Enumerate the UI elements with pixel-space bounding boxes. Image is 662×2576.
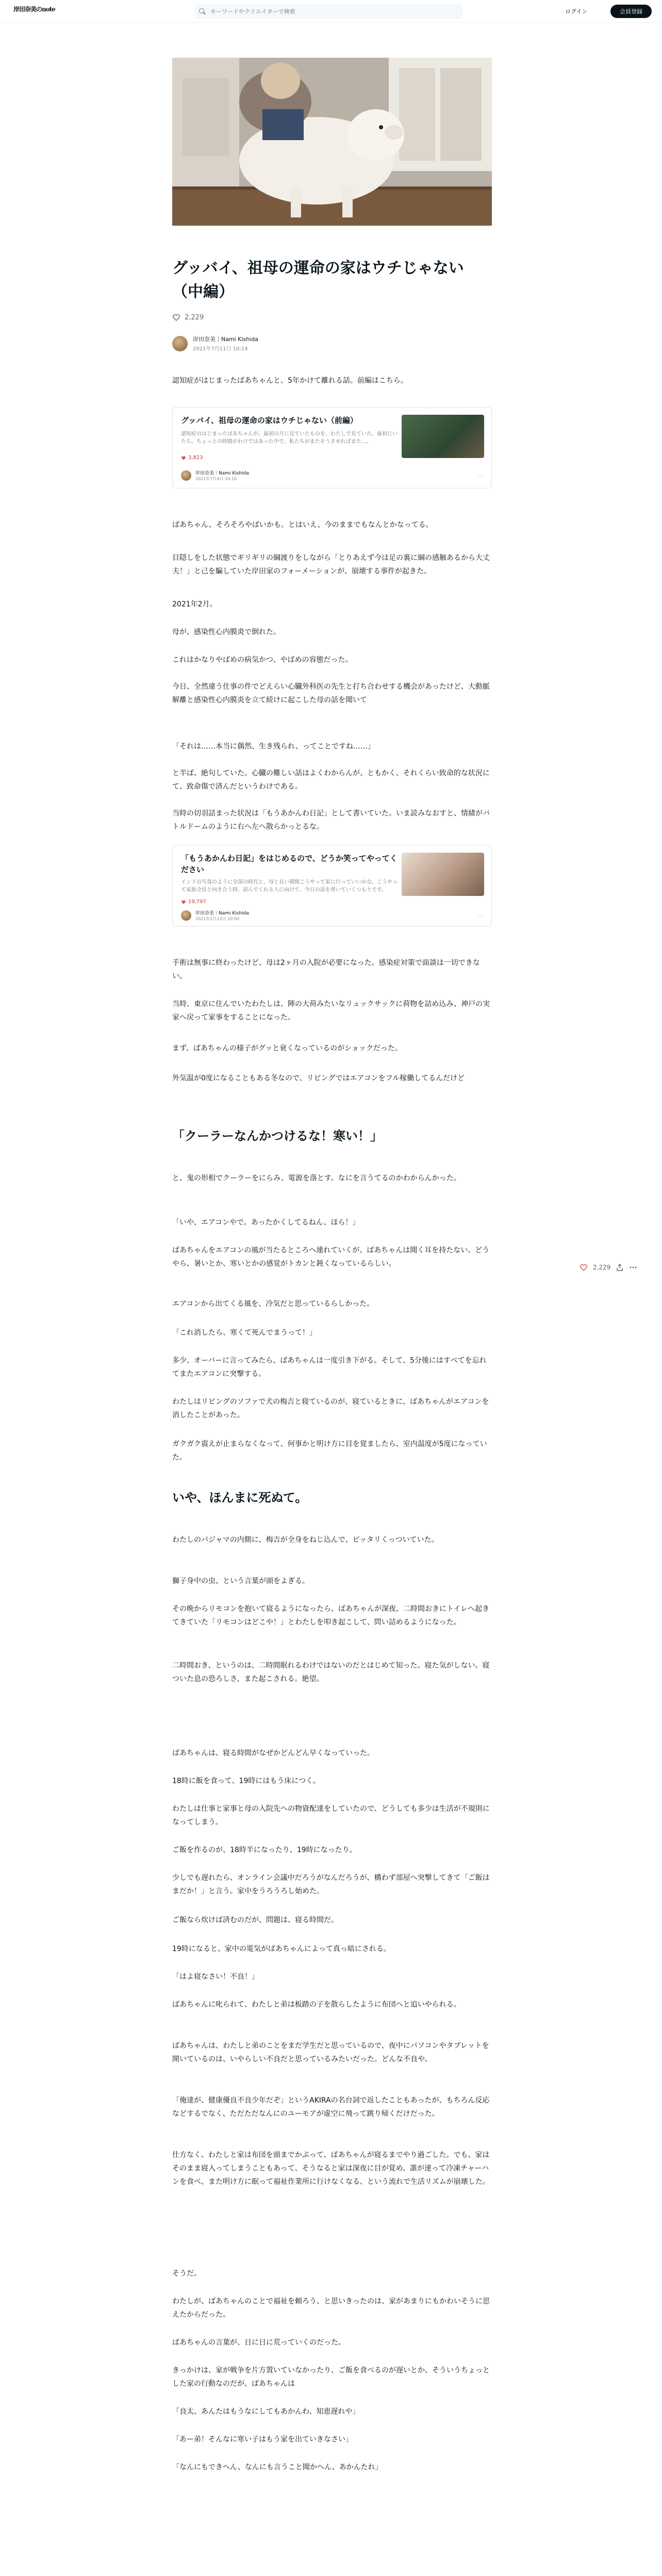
section-heading: 「クーラーなんかつけるな！寒い！」 [172,1129,383,1143]
heart-icon [181,455,186,461]
card-author-date: 2021年7月4日 10:10 [195,477,237,481]
card-menu-icon[interactable]: ⋯ [478,473,483,479]
paragraph: そうだ。 [172,2269,201,2278]
paragraph: 「はよ寝なさい！不良！」 [172,1973,259,1981]
floating-like-count: 2,229 [593,1264,611,1271]
card-author-avatar [181,470,191,481]
paragraph: きっかけは、家が戦争を片方置いていなかったり、ご飯を食べるのが遅いとか、そういうちょっとした家の行動なのだが、ばあちゃんは [172,2366,490,2388]
heart-icon[interactable] [172,313,180,321]
card-menu-icon[interactable]: ⋯ [478,913,483,919]
author-info[interactable] [172,335,258,352]
paragraph: ばあちゃんは、わたしと弟のことをまだ学生だと思っているので、夜中にパソコンやタブレットを開いているのは、いやらしい不良だと思っているみたいだった。どんな不良や。 [172,2042,489,2063]
hero-photo-illustration [172,58,492,226]
paragraph: ご飯なら炊けば済むのだが、問題は、寝る時間だ。 [172,1916,338,1924]
card-author [181,909,249,922]
login-link[interactable]: ログイン [565,8,588,15]
card-likes [181,899,206,905]
paragraph: 当時の切羽詰まった状況は「もうあかんわ日記」として書いていた。いま読みなおすと、情緒がバトルドームのように右へ左へ散らかっとるな。 [172,809,490,831]
card-likes [181,455,203,461]
logo-text: 岸田奈美のnote [13,6,55,13]
card-like-count: 3,823 [188,455,203,461]
section-heading: いや、ほんまに死ぬて。 [172,1490,308,1505]
paragraph: 2021年2月。 [172,600,217,608]
paragraph: 今日、全然違う仕事の件でどえらい心臓外科医の先生と打ち合わせする機会があったけど、大動脈解離と感染性心内膜炎を立て続けに起こした母の話を聞いて [172,683,490,704]
card-author [181,469,249,482]
author-avatar[interactable] [172,336,188,351]
paragraph: 「これ消したら、寒くて死んでまうって！」 [172,1329,317,1337]
paragraph: 19時になると、家中の電気がばあちゃんによって真っ暗にされる。 [172,1945,391,1953]
paragraph: ご飯を作るのが、18時半になったり、19時になったり。 [172,1846,357,1854]
paragraph: 「俺達が、健康優良不良少年だぞ」というAKIRAの名台詞で返したこともあったが、もちろん反応などするでなく、ただただなんにのユーモアが虚空に飛って跳り帰くだけだった。 [172,2096,490,2118]
site-header [0,0,662,23]
paragraph: その晩からリモコンを抱いて寝るようになったら、ばあちゃんが深夜、二時間おきにトイレへ起きてきていた「リモコンはどこや！」とわたしを叩き起こして、問い詰めるようになった。 [172,1605,490,1626]
paragraph: 「それは……本当に偶然、生き残られ、ってことですね……」 [172,742,375,751]
publish-date: 2021年7月11日 10:14 [193,346,248,352]
card-author-name: 岸田奈美｜Nami Kishida [195,911,249,916]
paragraph: 二時間おき、というのは、二時間眠れるわけではないのだとはじめて知った。寝た気がしない。寝ついた息の恐ろしさ、また起こされる。絶望。 [172,1662,490,1683]
card-author-avatar [181,910,191,921]
paragraph: 少しでも遅れたら、オンライン会議中だろうがなんだろうが、構わず部屋へ突撃してきて「ご飯はまだか！」と言う。家中をうろうろし始めた。 [172,1874,490,1895]
paragraph: まず、ばあちゃんの様子がグッと衰くなっているのがショックだった。 [172,1044,402,1053]
heart-icon [181,900,186,905]
paragraph: ばあちゃんをエアコンの風が当たるところへ連れていくが、ばあちゃんは聞く耳を持たない。どうやら、暑いとか、寒いとかの感覚がトカンと鈍くなっているらしい。 [172,1246,490,1268]
paragraph: と、鬼の形相でクーラーをにらみ、電源を落とす。なにを言うてるのかわからんかった。 [172,1174,461,1182]
embed-card-prev-article[interactable] [172,407,492,488]
card-title[interactable]: グッバイ、祖母の運命の家はウチじゃない（前編） [181,416,358,425]
embed-card-related-article[interactable] [172,845,492,926]
card-title[interactable]: 「もうあかんわ日記」をはじめるので、どうか笑ってやってください [181,854,398,874]
paragraph: と半ば、絶句していた。心臓の難しい話はよくわからんが、ともかく、それくらい致命的な状況にて、致命傷で済んだというわけである。 [172,769,490,791]
paragraph: わたしはリビングのソファで犬の梅吉と寝ているのが、寝ているときに、ばあちゃんがエアコンを消したことがあった。 [172,1398,489,1419]
card-author-name: 岸田奈美｜Nami Kishida [195,471,249,476]
paragraph: 「いや、エアコンやで。あったかくしてるねん、ほら！」 [172,1218,360,1227]
paragraph: ばあちゃんの言葉が、日に日に荒っていくのだった。 [172,2338,345,2347]
card-thumbnail [402,415,484,458]
paragraph: 「あー弟！そんなに寒い子はもう家を出ていきなさい」 [172,2435,353,2444]
card-like-count: 19,797 [188,899,206,905]
paragraph: わたしが、ばあちゃんのことで福祉を頼ろう、と思いきったのは、家があまりにもかわいそうに思えたからだった。 [172,2297,490,2319]
paragraph: 「なんにもできへん、なんにも言うこと聞かへん、あかんたれ」 [172,2463,383,2471]
paragraph: 外気温が0度になることもある冬なので、リビングではエアコンをフル稼働してるんだけど [172,1074,465,1082]
heart-icon[interactable] [580,1263,588,1272]
paragraph: 母が、感染性心内膜炎で倒れた。 [172,628,280,636]
site-logo[interactable] [13,5,55,13]
paragraph: ばあちゃんは、寝る時間がなぜかどんどん早くなっていった。 [172,1749,374,1757]
paragraph: 手術は無事に終わったけど、母は2ヶ月の入院が必要になった。感染症対策で面談は一切できない。 [172,959,480,980]
paragraph: 当時、東京に住んでいたわたしは、陣の大荷みたいなリュックサックに荷物を詰め込み、神戸の実家へ戻って家事をすることになった。 [172,1000,490,1022]
author-name[interactable]: 岸田奈美｜Nami Kishida [193,336,258,343]
like-count-row[interactable] [172,313,204,321]
search-icon [199,8,205,14]
floating-actions [580,1263,637,1272]
paragraph: ばあちゃん、そろそろやばいかも。とはいえ、今のままでもなんとかなってる。 [172,521,433,529]
share-icon[interactable] [616,1263,624,1272]
paragraph: 獅子身中の虫、という言葉が頭をよぎる。 [172,1577,309,1585]
paragraph: 仕方なく、わたしと家は布団を頭までかぶって、ばあちゃんが寝るまでやり過ごした。でも、家はそのまま寝入ってしまうこともあって、そうなると家は深夜に目が覚め、誰が速って冷凍チャーハンを食べ、また明け方に眠って福祉作業所に行けなくなる、という流れで生活リズムが崩壊した。 [172,2151,490,2186]
card-author-date: 2021年2月13日 10:00 [195,917,240,921]
like-count: 2,229 [185,313,204,321]
paragraph: エアコンから出てくる風を、冷気だと思っているらしかった。 [172,1300,374,1308]
paragraph: これはかなりやばめの病気かつ、やばめの容態だった。 [172,656,353,664]
card-description: インドの写真のように全部の時代と、母と長い期間こうやって家に行っていいかな。こうやって家族全員と向き合う時、読んでくれる人に向けて、今日の話を書いていくつもりです。 [181,879,398,893]
more-icon[interactable] [629,1263,637,1272]
search-input[interactable] [209,8,438,15]
paragraph: ばあちゃんに叱られて、わたしと弟は板踏の子を散らしたように布団へと追いやられる。 [172,2001,461,2009]
paragraph: 「良太、あんたはもうなにしてもあかんわ、知恵遅れや」 [172,2408,360,2416]
paragraph: 目隠しをした状態でギリギリの綱渡りをしながら「とりあえず今は足の裏に綱の感触あるから大丈夫！」と己を騙していた岸田家のフォーメーションが、崩壊する事件が起きた。 [172,554,490,575]
paragraph: 多少、オーバーに言ってみたら、ばあちゃんは一度引き下がる。そして、5分後にはすべてを忘れてまたエアコンに突撃する。 [172,1357,487,1378]
signup-button[interactable]: 会員登録 [610,5,652,18]
card-description: 認知症のはじまったばあちゃんが、最初の月に見ていたものを、わたしで見ていた。最初にいたら、ちょっとの時間がわけではあった中で、私たちがまたそうさせればまた…。 [181,431,398,445]
paragraph: わたしのパジャマの内側に、梅吉が全身をねじ込んで、ピッタリくっついていた。 [172,1536,439,1544]
paragraph: わたしは仕事と家事と母の入院先への物資配達をしていたので、どうしても多少は生活が不規則になってしまう。 [172,1805,490,1826]
article-title: グッバイ、祖母の運命の家はウチじゃない（中編） [172,259,464,301]
paragraph: ガクガク震えが止まらなくなって、何事かと明け方に目を覚ましたら、室内温度が5度になっていた。 [172,1440,487,1462]
paragraph: 認知症がはじまったばあちゃんと、5年かけて離れる話。前編はこちら。 [172,377,408,385]
card-thumbnail [402,853,484,896]
paragraph: 18時に飯を食って、19時にはもう床につく。 [172,1777,320,1785]
search-bar[interactable] [195,4,463,19]
hero-image [172,58,492,226]
